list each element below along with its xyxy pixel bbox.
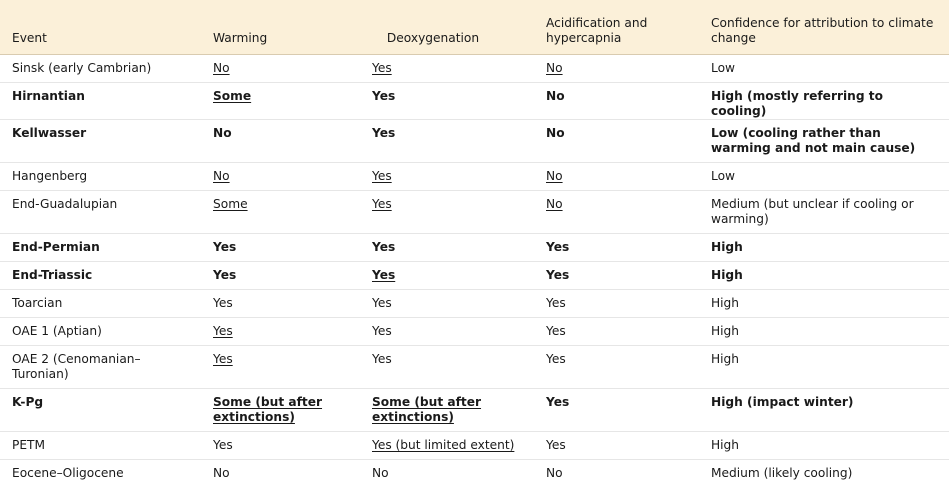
event-cell (0, 234, 201, 262)
acidification-cell (534, 234, 699, 262)
cell-text: High (711, 324, 739, 338)
cell-text: Yes (213, 296, 233, 310)
table-row (0, 318, 949, 346)
acidification-cell (534, 432, 699, 460)
cell-text: Yes (546, 438, 566, 452)
cell-text: Yes (372, 169, 392, 183)
acidification-cell (534, 346, 699, 389)
table-row (0, 191, 949, 234)
cell-text: Yes (372, 352, 392, 366)
cell-text: Medium (likely cooling) (711, 466, 852, 480)
acidification-cell (534, 318, 699, 346)
warming-cell (201, 55, 360, 83)
deoxygenation-cell (360, 460, 534, 487)
cell-text: Some (but after extinctions) (372, 395, 481, 424)
deoxygenation-cell (360, 234, 534, 262)
cell-text: High (711, 438, 739, 452)
cell-text: Hangenberg (12, 169, 87, 183)
deoxygenation-cell (360, 191, 534, 234)
acidification-cell (534, 55, 699, 83)
cell-text: High (impact winter) (711, 395, 854, 409)
acidification-cell (534, 191, 699, 234)
confidence-cell (699, 432, 949, 460)
header-confidence: Confidence for attribution to climate change (699, 0, 949, 55)
table-row (0, 262, 949, 290)
cell-text: Yes (546, 268, 569, 282)
cell-text: Yes (213, 438, 233, 452)
cell-text: End-Guadalupian (12, 197, 117, 211)
warming-cell (201, 262, 360, 290)
warming-cell (201, 234, 360, 262)
cell-text: No (546, 89, 565, 103)
cell-text: Some (213, 197, 248, 211)
confidence-cell (699, 234, 949, 262)
cell-text: No (546, 169, 563, 183)
acidification-cell (534, 163, 699, 191)
header-event: Event (0, 0, 201, 55)
warming-cell (201, 460, 360, 487)
deoxygenation-cell (360, 290, 534, 318)
warming-cell (201, 191, 360, 234)
confidence-cell (699, 460, 949, 487)
event-cell (0, 55, 201, 83)
confidence-cell (699, 290, 949, 318)
event-cell (0, 83, 201, 120)
cell-text: End-Triassic (12, 268, 92, 282)
confidence-cell (699, 55, 949, 83)
table-row (0, 290, 949, 318)
cell-text: No (213, 169, 230, 183)
cell-text: Yes (372, 126, 395, 140)
cell-text: Yes (546, 296, 566, 310)
deoxygenation-cell (360, 432, 534, 460)
cell-text: High (711, 268, 743, 282)
warming-cell (201, 290, 360, 318)
cell-text: K-Pg (12, 395, 43, 409)
cell-text: Yes (372, 61, 392, 75)
confidence-cell (699, 346, 949, 389)
cell-text: Yes (372, 324, 392, 338)
cell-text: Yes (372, 89, 395, 103)
deoxygenation-cell (360, 389, 534, 432)
event-cell (0, 262, 201, 290)
confidence-cell (699, 163, 949, 191)
table-row (0, 432, 949, 460)
table-header (0, 0, 949, 55)
event-cell (0, 389, 201, 432)
cell-text: Yes (213, 240, 236, 254)
cell-text: Kellwasser (12, 126, 86, 140)
deoxygenation-cell (360, 318, 534, 346)
cell-text: Yes (213, 268, 236, 282)
cell-text: Yes (372, 240, 395, 254)
table-body (0, 55, 949, 487)
cell-text: Medium (but unclear if cooling or warming) (711, 197, 914, 226)
cell-text: Yes (546, 395, 569, 409)
header-deoxygenation: Deoxygenation (360, 0, 534, 55)
cell-text: Yes (213, 352, 233, 366)
warming-cell (201, 83, 360, 120)
warming-cell (201, 389, 360, 432)
confidence-cell (699, 262, 949, 290)
confidence-cell (699, 191, 949, 234)
event-cell (0, 432, 201, 460)
cell-text: Low (711, 61, 735, 75)
cell-text: Hirnantian (12, 89, 85, 103)
cell-text: Yes (546, 352, 566, 366)
event-cell (0, 290, 201, 318)
cell-text: No (546, 466, 563, 480)
deoxygenation-cell (360, 83, 534, 120)
cell-text: Toarcian (12, 296, 62, 310)
cell-text: Eocene–Oligocene (12, 466, 124, 480)
event-cell (0, 191, 201, 234)
acidification-cell (534, 389, 699, 432)
cell-text: No (546, 126, 565, 140)
cell-text: No (546, 61, 563, 75)
warming-cell (201, 163, 360, 191)
warming-cell (201, 432, 360, 460)
cell-text: No (372, 466, 389, 480)
deoxygenation-cell (360, 120, 534, 163)
cell-text: Some (but after extinctions) (213, 395, 322, 424)
cell-text: Yes (546, 240, 569, 254)
table-row (0, 389, 949, 432)
cell-text: OAE 1 (Aptian) (12, 324, 102, 338)
cell-text: No (546, 197, 563, 211)
cell-text: Yes (372, 268, 395, 282)
cell-text: No (213, 466, 230, 480)
table-row (0, 55, 949, 83)
acidification-cell (534, 290, 699, 318)
confidence-cell (699, 83, 949, 120)
cell-text: Sinsk (early Cambrian) (12, 61, 151, 75)
event-cell (0, 163, 201, 191)
cell-text: Yes (546, 324, 566, 338)
cell-text: End-Permian (12, 240, 100, 254)
table-row (0, 460, 949, 487)
cell-text: High (711, 296, 739, 310)
warming-cell (201, 120, 360, 163)
cell-text: Yes (213, 324, 233, 338)
acidification-cell (534, 120, 699, 163)
confidence-cell (699, 120, 949, 163)
table-row (0, 346, 949, 389)
deoxygenation-cell (360, 262, 534, 290)
cell-text: OAE 2 (Cenomanian–Turonian) (12, 352, 141, 381)
event-cell (0, 120, 201, 163)
cell-text: Yes (372, 197, 392, 211)
cell-text: PETM (12, 438, 45, 452)
cell-text: High (711, 352, 739, 366)
event-cell (0, 346, 201, 389)
header-warming: Warming (201, 0, 360, 55)
event-cell (0, 460, 201, 487)
acidification-cell (534, 460, 699, 487)
deoxygenation-cell (360, 55, 534, 83)
warming-cell (201, 318, 360, 346)
header-acidification: Acidification and hypercapnia (534, 0, 699, 55)
cell-text: Yes (372, 296, 392, 310)
table-row (0, 234, 949, 262)
deoxygenation-cell (360, 163, 534, 191)
cell-text: Low (711, 169, 735, 183)
cell-text: Low (cooling rather than warming and not main cause) (711, 126, 915, 155)
acidification-cell (534, 262, 699, 290)
cell-text: Some (213, 89, 251, 103)
confidence-cell (699, 318, 949, 346)
table-row (0, 120, 949, 163)
table-row (0, 83, 949, 120)
event-cell (0, 318, 201, 346)
acidification-cell (534, 83, 699, 120)
deoxygenation-cell (360, 346, 534, 389)
table-row (0, 163, 949, 191)
cell-text: High (711, 240, 743, 254)
cell-text: High (mostly referring to cooling) (711, 89, 883, 118)
header-row (0, 0, 949, 55)
cell-text: Yes (but limited extent) (372, 438, 514, 452)
cell-text: No (213, 61, 230, 75)
confidence-cell (699, 389, 949, 432)
cell-text: No (213, 126, 232, 140)
warming-cell (201, 346, 360, 389)
